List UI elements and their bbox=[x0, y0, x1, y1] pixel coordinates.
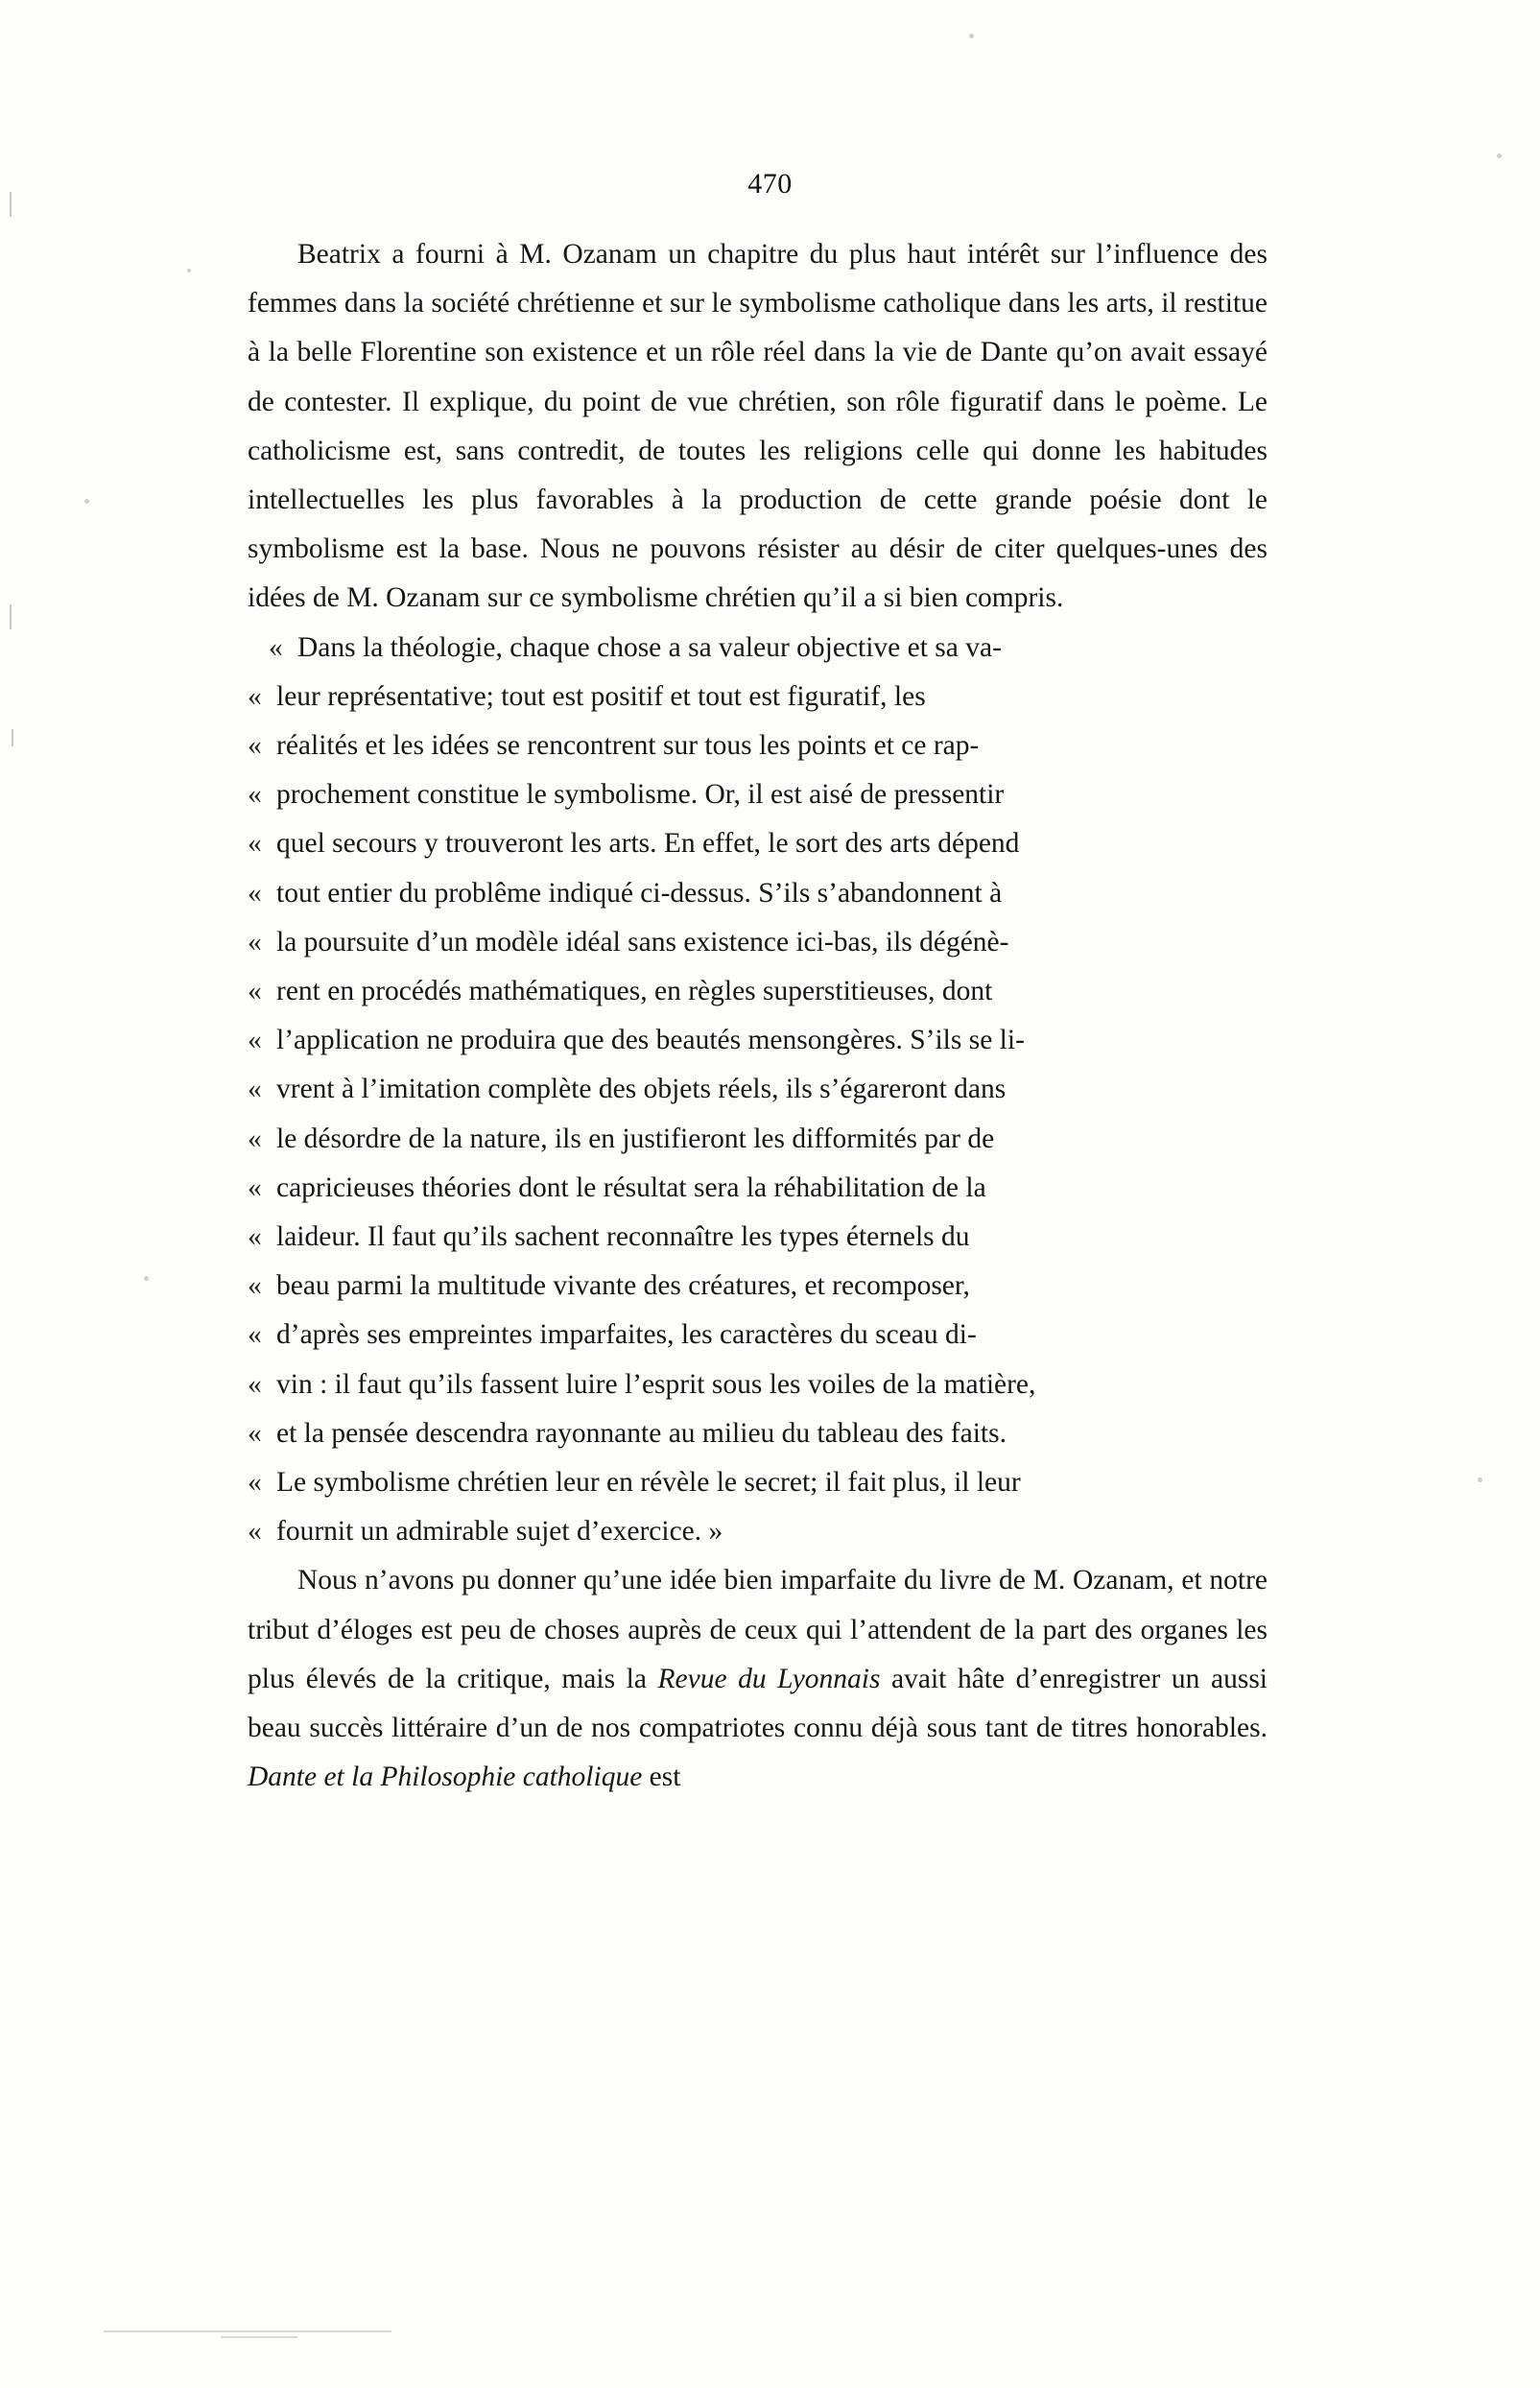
quote-line bbox=[248, 721, 1268, 770]
scan-artifact-tick bbox=[10, 604, 12, 629]
quote-text: beau parmi la multitude vivante des créatures, et recomposer, bbox=[276, 1270, 970, 1302]
quote-mark: « bbox=[248, 1123, 262, 1154]
quote-text: quel secours y trouveront les arts. En effet, le sort des arts dépend bbox=[276, 828, 1020, 860]
quote-mark: « bbox=[248, 1171, 262, 1203]
quote-mark: « bbox=[248, 730, 262, 762]
quote-mark: « bbox=[248, 828, 262, 860]
quote-text: le désordre de la nature, ils en justifieront les difformités par de bbox=[276, 1123, 995, 1154]
scan-speck bbox=[84, 499, 89, 504]
quote-line bbox=[248, 1115, 1268, 1164]
paragraph-intro: Beatrix a fourni à M. Ozanam un chapitre du plus haut intérêt sur l’influence des femmes dans la société chrétienne et sur le symbolisme catholique dans les arts, il restitue à la belle Florentine son existence et un rôle réel dans la vie de Dante qu’on avait essayé de contester. Il explique, du point de vue chrétien, son rôle figuratif dans le poème. Le catholicisme est, sans contredit, de toutes les religions celle qui donne les habitudes intellectuelles les plus favorables à la production de cette grande poésie dont le symbolisme est la base. Nous ne pouvons résister au désir de citer quelques-unes des idées de M. Ozanam sur ce symbolisme chrétien qu’il a si bien compris. bbox=[248, 239, 1268, 614]
scan-artifact-tick bbox=[12, 729, 13, 746]
body-text bbox=[248, 230, 1268, 1803]
quote-mark: « bbox=[248, 1025, 262, 1056]
quote-mark: « bbox=[248, 926, 262, 958]
quote-mark: « bbox=[248, 1467, 262, 1499]
quote-line bbox=[248, 1213, 1268, 1262]
quote-line bbox=[248, 1507, 1268, 1556]
scan-speck bbox=[187, 269, 191, 272]
quote-mark: « bbox=[248, 1417, 262, 1449]
scan-speck bbox=[969, 34, 974, 38]
quote-line bbox=[248, 967, 1268, 1016]
quote-mark: « bbox=[248, 1074, 262, 1105]
title-revue-du-lyonnais: Revue du Lyonnais bbox=[657, 1663, 881, 1694]
quote-line bbox=[248, 1164, 1268, 1213]
quote-text: la poursuite d’un modèle idéal sans existence ici-bas, ils dégénè- bbox=[276, 926, 1009, 958]
quote-line bbox=[248, 1262, 1268, 1311]
quote-mark: « bbox=[269, 631, 283, 663]
quote-line bbox=[248, 1409, 1268, 1458]
quote-mark: « bbox=[248, 1368, 262, 1400]
quote-line bbox=[248, 770, 1268, 819]
quote-text: d’après ses empreintes imparfaites, les caractères du sceau di- bbox=[276, 1319, 977, 1351]
quote-line bbox=[248, 1016, 1268, 1065]
quote-text: leur représentative; tout est positif et tout est figuratif, les bbox=[276, 680, 926, 712]
scan-bottom-rule bbox=[104, 2330, 391, 2332]
quote-line bbox=[248, 1360, 1268, 1409]
quote-text: Dans la théologie, chaque chose a sa valeur objective et sa va- bbox=[297, 631, 1002, 663]
scan-speck bbox=[1478, 1478, 1482, 1482]
quotation-block bbox=[248, 624, 1268, 1557]
quote-line bbox=[248, 673, 1268, 721]
paragraph-closing bbox=[248, 1556, 1268, 1802]
closing-part-1: Nous n’avons pu donner qu’une idée bien imparfaite du livre de M. Ozanam, et notre tribut d’éloges est peu de choses auprès de ceux qui l’attendent de la part des organes les plus élevés de la critique, mais la bbox=[248, 1565, 1268, 1694]
quote-mark: « bbox=[248, 1516, 262, 1548]
quote-mark: « bbox=[248, 976, 262, 1007]
quote-text: et la pensée descendra rayonnante au milieu du tableau des faits. bbox=[276, 1417, 1007, 1449]
page-number: 470 bbox=[747, 168, 793, 200]
quote-text: tout entier du problême indiqué ci-dessus. S’ils s’abandonnent à bbox=[276, 877, 1003, 909]
quote-line bbox=[248, 1458, 1268, 1507]
quote-text: vin : il faut qu’ils fassent luire l’esprit sous les voiles de la matière, bbox=[276, 1368, 1036, 1400]
quote-text: Le symbolisme chrétien leur en révèle le secret; il fait plus, il leur bbox=[276, 1467, 1021, 1499]
quote-line bbox=[248, 1311, 1268, 1360]
quote-line bbox=[248, 918, 1268, 967]
quote-mark: « bbox=[248, 877, 262, 909]
quote-text: laideur. Il faut qu’ils sachent reconnaître les types éternels du bbox=[276, 1221, 970, 1253]
quote-mark: « bbox=[248, 680, 262, 712]
title-dante-philosophie: Dante et la Philosophie catholique bbox=[248, 1761, 643, 1793]
scan-bottom-rule-secondary bbox=[221, 2336, 297, 2338]
quote-line bbox=[248, 819, 1268, 868]
scan-speck bbox=[1497, 154, 1502, 158]
quote-mark: « bbox=[248, 779, 262, 811]
quote-line bbox=[248, 624, 1268, 673]
closing-part-3: est bbox=[642, 1761, 681, 1793]
quote-mark: « bbox=[248, 1270, 262, 1302]
quote-text: capricieuses théories dont le résultat sera la réhabilitation de la bbox=[276, 1171, 986, 1203]
scan-speck bbox=[144, 1276, 149, 1281]
quote-text: fournit un admirable sujet d’exercice. » bbox=[276, 1516, 723, 1548]
quote-line bbox=[248, 869, 1268, 918]
quote-line bbox=[248, 1065, 1268, 1114]
quote-mark: « bbox=[248, 1319, 262, 1351]
quote-text: rent en procédés mathématiques, en règles superstitieuses, dont bbox=[276, 976, 993, 1007]
closing-part-2: avait hâte d’enregistrer un aussi beau succès littéraire d’un de nos compatriotes connu déjà sous tant de titres honorables. bbox=[248, 1663, 1268, 1744]
quote-text: réalités et les idées se rencontrent sur tous les points et ce rap- bbox=[276, 730, 980, 762]
quote-text: prochement constitue le symbolisme. Or, il est aisé de pressentir bbox=[276, 779, 1005, 811]
quote-text: l’application ne produira que des beautés mensongères. S’ils se li- bbox=[276, 1025, 1025, 1056]
quote-text: vrent à l’imitation complète des objets réels, ils s’égareront dans bbox=[276, 1074, 1007, 1105]
quote-mark: « bbox=[248, 1221, 262, 1253]
